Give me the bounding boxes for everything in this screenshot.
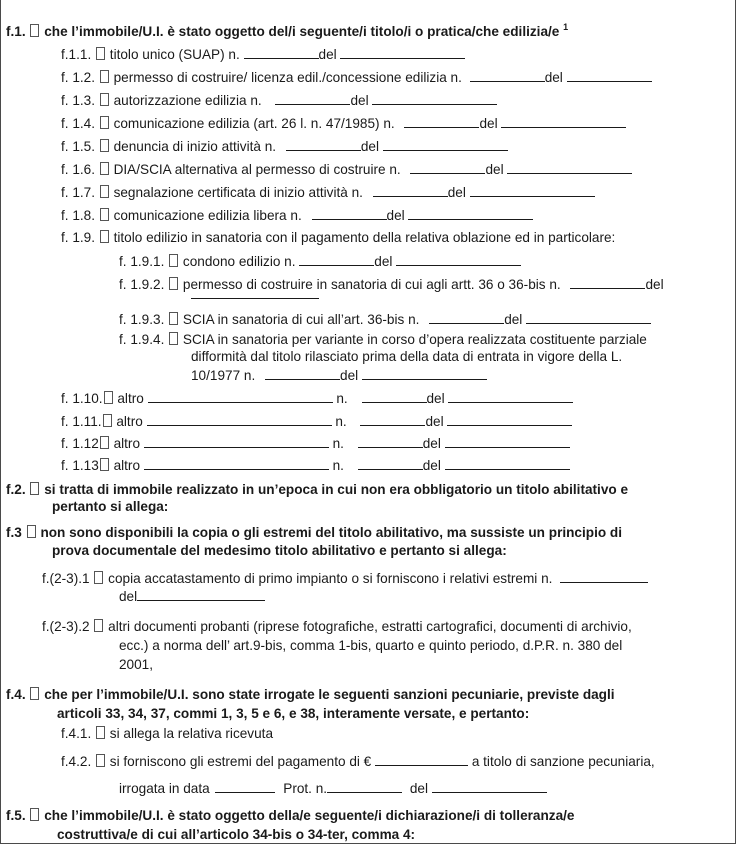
item-code: f.4.2.: [61, 754, 92, 769]
del-label: del: [645, 277, 664, 292]
item-label: 2001,: [119, 657, 154, 672]
section-f4-cont: [57, 705, 529, 722]
item-code: f.4.1.: [61, 726, 92, 741]
list-item: [61, 91, 497, 109]
section-text: non sono disponibili la copia o gli estremi del titolo abilitativo, ma sussiste un principio di: [40, 525, 623, 540]
del-label: del: [422, 436, 441, 451]
date-field[interactable]: [383, 137, 508, 151]
section-f2-cont: [52, 498, 168, 515]
number-field[interactable]: [244, 45, 319, 59]
date-field[interactable]: [507, 160, 632, 174]
list-item: [61, 45, 465, 63]
checkbox[interactable]: [96, 47, 105, 60]
item-label: condono edilizio n.: [182, 254, 296, 269]
number-field[interactable]: [312, 206, 387, 220]
section-f3-heading: [6, 524, 622, 541]
item-code: f. 1.7.: [61, 185, 96, 200]
item-code: f. 1.10.: [61, 391, 103, 406]
item-label: autorizzazione edilizia n.: [113, 93, 262, 108]
checkbox[interactable]: [30, 687, 39, 700]
section-text: che l’immobile/U.I. è stato oggetto della/e seguente/i dichiarazione/i di tolleranza/e: [44, 808, 575, 823]
item-label: titolo edilizio in sanatoria con il pagamento della relativa oblazione ed in particolare:: [113, 230, 616, 245]
item-label-cont: [191, 348, 622, 365]
date-field[interactable]: [447, 412, 572, 426]
del-label: del: [447, 185, 466, 200]
date-field[interactable]: [526, 310, 651, 324]
amount-field[interactable]: [375, 752, 468, 766]
item-code: f. 1.3.: [61, 93, 96, 108]
altro-field[interactable]: [144, 456, 329, 470]
item-label: comunicazione edilizia (art. 26 l. n. 47/1985) n.: [113, 116, 395, 131]
checkbox[interactable]: [30, 24, 39, 37]
item-code: f.(2-3).1: [42, 571, 90, 586]
del-label: del: [318, 47, 337, 62]
number-field[interactable]: [265, 366, 340, 380]
number-field[interactable]: [373, 183, 448, 197]
item-label: altro: [117, 391, 144, 406]
checkbox[interactable]: [104, 391, 113, 404]
checkbox[interactable]: [30, 482, 39, 495]
section-code: f.2.: [6, 482, 26, 497]
checkbox[interactable]: [94, 571, 103, 584]
altro-field[interactable]: [147, 412, 332, 426]
checkbox[interactable]: [100, 162, 109, 175]
list-item: [61, 229, 615, 246]
item-label: DIA/SCIA alternativa al permesso di costruire n.: [113, 162, 401, 177]
number-field[interactable]: [358, 434, 423, 448]
section-text: che l’immobile/U.I. è stato oggetto del/i seguente/i titolo/i o pratica/che edilizia/e: [44, 24, 560, 39]
date-field[interactable]: [372, 91, 497, 105]
section-text: prova documentale del medesimo titolo abilitativo e pertanto si allega:: [52, 543, 507, 558]
item-label: permesso di costruire/ licenza edil./concessione edilizia n.: [113, 70, 462, 85]
del-label: del: [409, 781, 428, 796]
number-field[interactable]: [410, 160, 485, 174]
number-field[interactable]: [560, 569, 648, 583]
section-code: f.4.: [6, 687, 26, 702]
date-field[interactable]: [191, 285, 319, 299]
date-field[interactable]: [432, 779, 547, 793]
list-item-cont: [119, 637, 622, 654]
item-code: f. 1.9.4.: [119, 332, 165, 347]
date-field[interactable]: [408, 206, 533, 220]
checkbox[interactable]: [169, 254, 178, 267]
checkbox[interactable]: [100, 208, 109, 221]
section-f1-heading: [6, 19, 568, 40]
checkbox[interactable]: [100, 116, 109, 129]
list-item: [61, 456, 570, 474]
list-item: [61, 183, 595, 201]
item-label-cont: [191, 366, 487, 384]
item-label: altro: [113, 436, 141, 451]
checkbox[interactable]: [100, 458, 109, 471]
section-f3-cont: [52, 542, 507, 559]
checkbox[interactable]: [100, 93, 109, 106]
date-field[interactable]: [215, 779, 275, 793]
section-f2-heading: [6, 481, 628, 498]
checkbox[interactable]: [27, 525, 36, 538]
n-label: n.: [336, 391, 348, 406]
number-field[interactable]: [570, 275, 645, 289]
checkbox[interactable]: [103, 414, 112, 427]
item-label: titolo unico (SUAP) n.: [109, 47, 240, 62]
date-field[interactable]: [501, 114, 626, 128]
section-text: si tratta di immobile realizzato in un’epoca in cui non era obbligatorio un titolo abilitativo e: [44, 482, 629, 497]
n-label: n.: [335, 414, 347, 429]
prot-field[interactable]: [327, 779, 402, 793]
number-field[interactable]: [470, 68, 545, 82]
item-label: ecc.) a norma dell’ art.9-bis, comma 1-bis, quarto e quinto periodo, d.P.R. n. 380 del: [119, 638, 623, 653]
list-item-cont: [119, 656, 153, 673]
item-code: f. 1.9.2.: [119, 277, 165, 292]
date-field[interactable]: [445, 456, 570, 470]
number-field[interactable]: [358, 456, 423, 470]
list-item: [61, 206, 533, 224]
section-text: costruttiva/e di cui all’articolo 34-bis o 34-ter, comma 4:: [57, 827, 416, 842]
item-code: f. 1.12: [61, 436, 99, 451]
sub-item: [119, 331, 647, 348]
del-label: del: [374, 254, 393, 269]
item-code: f. 1.11.: [61, 414, 102, 429]
number-field[interactable]: [362, 389, 427, 403]
checkbox[interactable]: [100, 436, 109, 449]
item-code: f. 1.13: [61, 458, 99, 473]
section-f5-heading: [6, 807, 574, 824]
list-item: [61, 752, 655, 770]
checkbox[interactable]: [96, 754, 105, 767]
list-item-cont: [119, 779, 547, 797]
checkbox[interactable]: [169, 312, 178, 325]
item-code: f. 1.2.: [61, 70, 96, 85]
checkbox[interactable]: [96, 726, 105, 739]
del-label: del: [479, 116, 498, 131]
number-field[interactable]: [299, 252, 374, 266]
item-code: f. 1.8.: [61, 208, 96, 223]
date-field[interactable]: [396, 252, 521, 266]
list-item: [61, 137, 508, 155]
n-label: n.: [332, 458, 344, 473]
item-label: comunicazione edilizia libera n.: [113, 208, 302, 223]
item-label: SCIA in sanatoria per variante in corso d’opera realizzata costituente parziale: [182, 332, 647, 347]
list-item: [61, 389, 573, 407]
section-text: che per l’immobile/U.I. sono state irrogate le seguenti sanzioni pecuniarie, previste dagli: [44, 687, 615, 702]
number-field[interactable]: [360, 412, 425, 426]
del-label: del: [422, 458, 441, 473]
altro-field[interactable]: [144, 434, 329, 448]
date-field[interactable]: [362, 366, 487, 380]
del-label: del: [426, 391, 445, 406]
number-field[interactable]: [286, 137, 361, 151]
section-code: f.3: [6, 525, 22, 540]
item-code: f. 1.6.: [61, 162, 96, 177]
item-code: f.(2-3).2: [42, 619, 90, 634]
n-label: n.: [332, 436, 344, 451]
item-label: altri documenti probanti (riprese fotografiche, estratti cartografici, documenti di archivio,: [108, 619, 632, 634]
item-code: f.1.1.: [61, 47, 92, 62]
item-label: permesso di costruire in sanatoria di cui agli artt. 36 o 36-bis n.: [182, 277, 561, 292]
checkbox[interactable]: [169, 277, 178, 290]
item-label: SCIA in sanatoria di cui all’art. 36-bis n.: [182, 312, 420, 327]
date-field[interactable]: [567, 68, 652, 82]
sub-item: [119, 310, 651, 328]
date-field[interactable]: [340, 45, 465, 59]
section-f4-heading: [6, 686, 615, 703]
section-text: articoli 33, 34, 37, commi 1, 3, 5 e 6, e 38, interamente versate, e pertanto:: [57, 706, 530, 721]
item-label: 10/1977 n.: [191, 368, 256, 383]
item-label: irrogata in data: [119, 781, 210, 796]
del-label: del: [485, 162, 504, 177]
list-item-cont: [119, 587, 265, 605]
item-label: a titolo di sanzione pecuniaria,: [471, 754, 655, 769]
checkbox[interactable]: [100, 139, 109, 152]
date-field[interactable]: [137, 587, 265, 601]
del-label: del: [360, 139, 379, 154]
checkbox[interactable]: [30, 808, 39, 821]
footnote-ref: 1: [563, 22, 569, 32]
list-item: [61, 114, 626, 132]
checkbox[interactable]: [100, 70, 109, 83]
list-item: [42, 618, 632, 635]
del-label: del: [386, 208, 405, 223]
checkbox[interactable]: [100, 185, 109, 198]
altro-field[interactable]: [148, 389, 333, 403]
item-label: copia accatastamento di primo impianto o si forniscono i relativi estremi n.: [108, 571, 553, 586]
item-label: Prot. n.: [283, 781, 328, 796]
checkbox[interactable]: [169, 332, 178, 345]
section-code: f.1.: [6, 24, 26, 39]
del-label: del: [119, 589, 138, 604]
section-text: pertanto si allega:: [52, 499, 169, 514]
section-code: f.5.: [6, 808, 26, 823]
date-field[interactable]: [448, 389, 573, 403]
del-label: del: [544, 70, 563, 85]
item-label: si forniscono gli estremi del pagamento di €: [109, 754, 372, 769]
number-field[interactable]: [275, 91, 350, 105]
del-label: del: [504, 312, 523, 327]
section-f5-cont: [57, 826, 415, 843]
item-label: denuncia di inizio attività n.: [113, 139, 277, 154]
list-item: [61, 412, 572, 430]
list-item: [61, 725, 273, 742]
item-label: altro: [116, 414, 143, 429]
sub-item: [119, 252, 521, 270]
checkbox[interactable]: [100, 230, 109, 243]
item-label: difformità dal titolo rilasciato prima della data di entrata in vigore della L.: [191, 349, 623, 364]
number-field[interactable]: [429, 310, 504, 324]
list-item: [61, 160, 632, 178]
item-code: f. 1.4.: [61, 116, 96, 131]
date-field[interactable]: [445, 434, 570, 448]
list-item: [61, 434, 570, 452]
item-code: f. 1.9.1.: [119, 254, 165, 269]
list-item: [61, 68, 652, 86]
item-code: f. 1.5.: [61, 139, 96, 154]
item-label: si allega la relativa ricevuta: [109, 726, 274, 741]
number-field[interactable]: [404, 114, 479, 128]
date-field[interactable]: [470, 183, 595, 197]
item-label: altro: [113, 458, 141, 473]
date-field-row: [191, 285, 319, 303]
del-label: del: [425, 414, 444, 429]
item-label: segnalazione certificata di inizio attività n.: [113, 185, 363, 200]
list-item: [42, 569, 648, 587]
del-label: del: [340, 368, 359, 383]
item-code: f. 1.9.3.: [119, 312, 165, 327]
del-label: del: [350, 93, 369, 108]
checkbox[interactable]: [94, 619, 103, 632]
item-code: f. 1.9.: [61, 230, 96, 245]
